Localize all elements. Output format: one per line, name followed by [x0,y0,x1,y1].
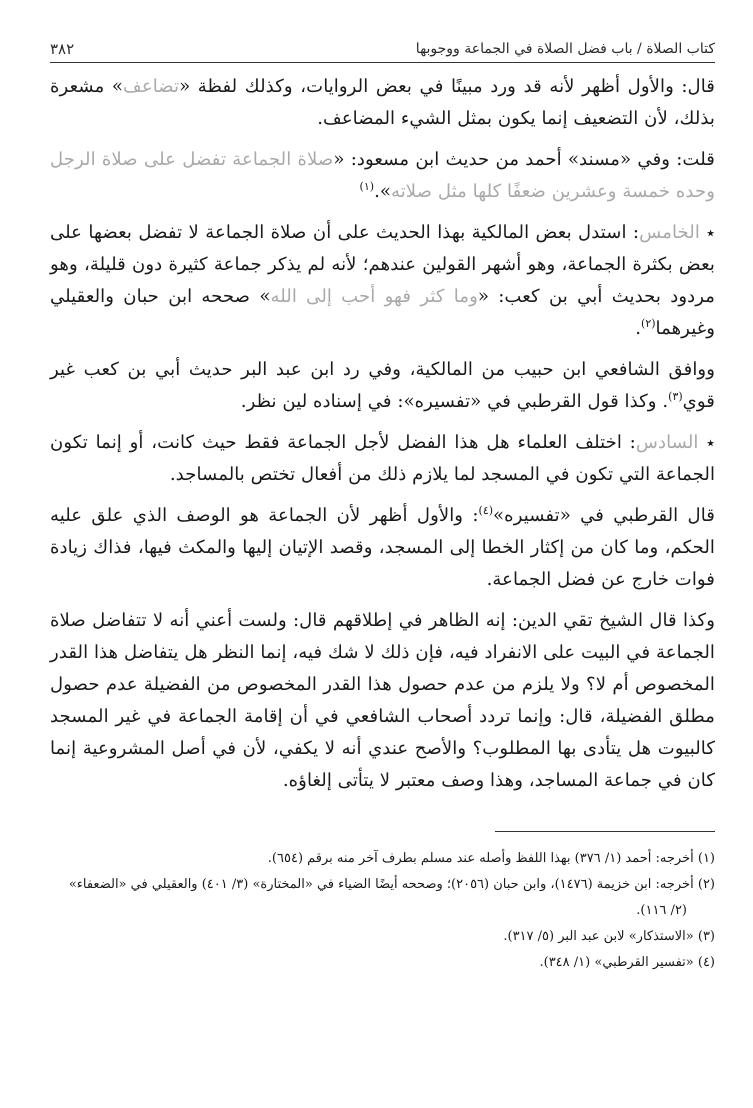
text-run: ». [374,181,391,202]
footnote-continuation: (٢/ ١١٦). [636,903,687,918]
faded-hadith: صلاة الجماعة تفضل على صلاة الرجل وحده خمسة وعشرين ضعفًا كلها مثل صلاته [50,149,715,202]
footnote-ref-1[interactable]: (١) [359,179,375,193]
text-run: قال: والأول أظهر لأنه قد ورد مبينًا في بعض الروايات، وكذلك لفظة « [179,76,716,97]
footnote-ref-3[interactable]: (٣) [668,389,683,403]
text-run: : استدل بعض المالكية بهذا الحديث على أن صلاة الجماعة لا تفضل بعضها على بعض بكثرة الجماعة، وهو أشهر القولين عندهم؛ لأنه لم يذكر جماعة كثيرة دون قليلة، وهو مردود بحديث أبي بن كعب: « [50,222,715,307]
footnote-3 [50,924,715,950]
bullet-icon: ٭ [706,223,715,242]
paragraph-7: وكذا قال الشيخ تقي الدين: إنه الظاهر في إطلاقهم قال: ولست أعني أنه لا تتفاضل صلاة الجماعة في البيت على الانفراد فيه، فإن ذلك لا شك فيه، إنما النظر هل يتفاضل هذا القدر المخصوص أم لا؟ ولا يلزم من عدم حصول هذا القدر المخصوص من الفضيلة عدم حصول مطلق الفضيلة، قال: وإنما تردد أصحاب الشافعي في أن إقامة الجماعة في غير المسجد كالبيوت هل يتأدى بها المطلوب؟ والأصح عندي أنه لا يكفي، لأن في أصل المشروعية إنما كان في جماعة المساجد، وهذا وصف معتبر لا يتأتى إلغاؤه. [50,610,715,791]
text-run: ووافق الشافعي ابن حبيب من المالكية، وفي رد ابن عبد البر حديث أبي بن كعب غير قوي [50,359,715,412]
text-run: : اختلف العلماء هل هذا الفضل لأجل الجماعة فقط حيث كانت، أو إنما تكون الجماعة التي تكون في المسجد لما يلازم ذلك من أفعال تختص بالمساجد. [50,432,715,485]
footnote-text: أخرجه: ابن خزيمة (١٤٧٦)، وابن حبان (٢٠٥٦)؛ وصححه أيضًا الضياء في «المختارة» (٣/ ٤٠١) والعقيلي في «الضعفاء» [68,877,694,892]
footnote-number: (٤) [697,955,715,970]
paragraph-2 [50,144,715,208]
footnote-2 [50,872,715,924]
running-head-title: كتاب الصلاة / باب فضل الصلاة في الجماعة ووجوبها [415,41,715,57]
footnote-text: «الاستذكار» لابن عبد البر (٥/ ٣١٧). [503,929,694,944]
text-run: قلت: وفي «مسند» أحمد من حديث ابن مسعود: « [333,149,715,170]
page-number: ٣٨٢ [50,40,75,58]
footnote-divider [495,831,715,832]
section-label-sixth: السادس [635,432,699,453]
footnote-1 [50,846,715,872]
footnote-number: (٣) [697,929,715,944]
footnote-text: «تفسير القرطبي» (١/ ٣٤٨). [539,955,694,970]
footnote-4 [50,950,715,976]
footnote-text: أخرجه: أحمد (١/ ٣٧٦) بهذا اللفظ وأصله عند مسلم بطرف آخر منه برقم (٦٥٤). [267,851,694,866]
text-run: : والأول أظهر لأن الجماعة هو الوصف الذي علق عليه الحكم، وما كان من إكثار الخطا إلى المسجد، وقصد الإتيان إليها والمكث فيها، فذاك زيادة فوات خارج عن فضل الجماعة. [50,505,715,590]
paragraph-4 [50,354,715,418]
faded-quote: تضاعف [123,76,180,97]
text-run: » مشعرة بذلك، لأن التضعيف إنما يكون بمثل الشيء المضاعف. [50,76,715,129]
footnote-number: (١) [697,851,715,866]
text-run: . وكذا قول القرطبي في «تفسيره»: في إسناده لين نظر. [240,391,669,412]
footnote-ref-4[interactable]: (٤) [478,503,494,517]
section-label-fifth: الخامس [639,222,700,243]
footnote-ref-2[interactable]: (٢) [641,316,656,330]
body-text [50,71,715,797]
bullet-icon: ٭ [706,433,715,452]
running-head [50,38,715,63]
text-run: قال القرطبي في «تفسيره» [493,505,715,526]
text-run: » صححه ابن حبان والعقيلي وغيرهما [50,286,715,339]
paragraph-3: ٭ الخامس: استدل بعض المالكية بهذا الحديث على أن صلاة الجماعة لا تفضل بعضها على بعض بكثرة الجماعة، وهو أشهر القولين عندهم؛ لأنه لم يذكر جماعة كثيرة دون قليلة، وهو مردود بحديث أبي بن كعب: «وما كثر فهو أحب إلى الله» صححه ابن حبان والعقيلي وغيرهما$^{(٢)}$. [50,222,715,339]
paragraph-5 [50,427,715,491]
paragraph-6 [50,500,715,596]
faded-hadith: وما كثر فهو أحب إلى الله [270,286,478,307]
footnotes [50,846,715,976]
footnote-number: (٢) [697,877,715,892]
page [50,38,715,1088]
paragraph-1 [50,71,715,135]
